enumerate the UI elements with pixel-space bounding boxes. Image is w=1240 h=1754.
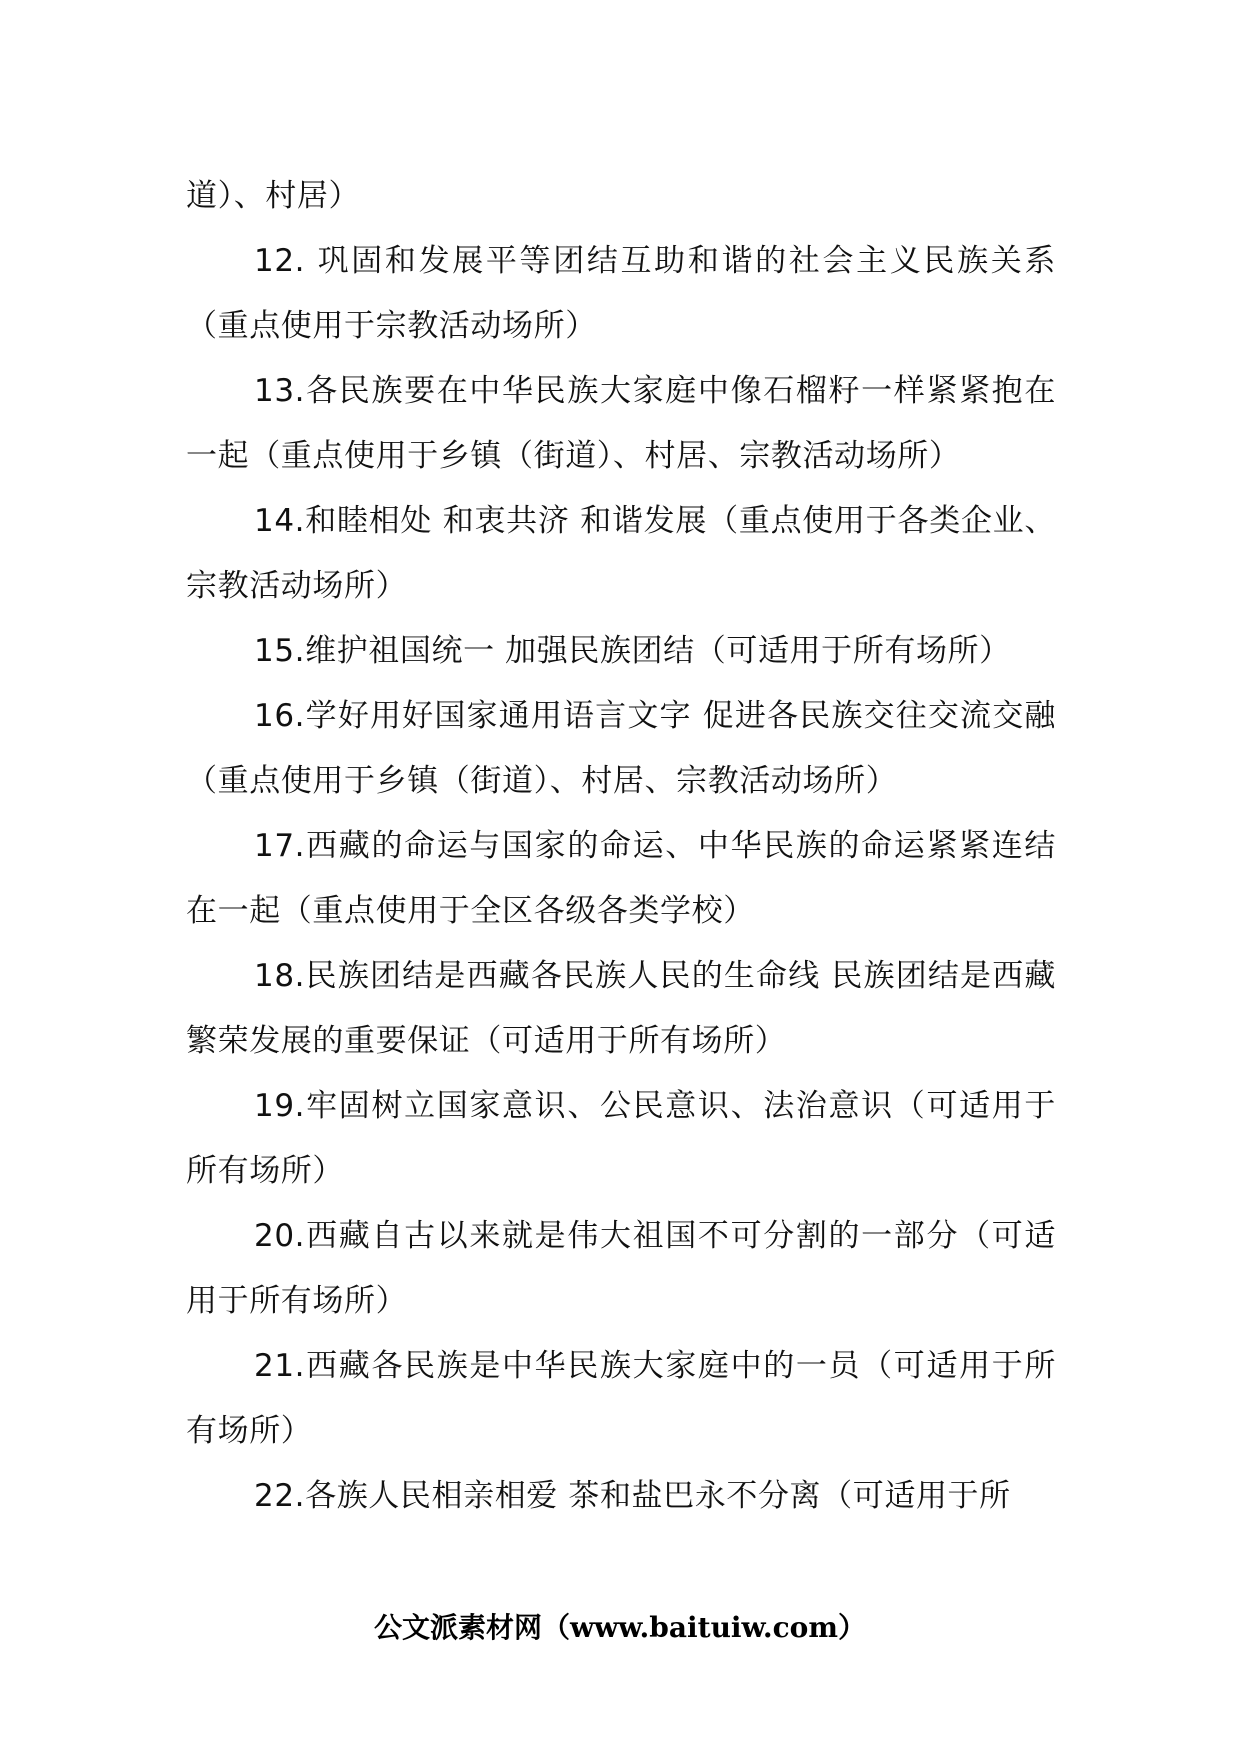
slogan-item-20: 20.西藏自古以来就是伟大祖国不可分割的一部分（可适用于所有场所）	[186, 1218, 1056, 1319]
slogan-item-16: 16.学好用好国家通用语言文字 促进各民族交往交流交融（重点使用于乡镇（街道）、村居、宗教活动场所）	[186, 698, 1056, 799]
slogan-item-13: 13.各民族要在中华民族大家庭中像石榴籽一样紧紧抱在一起（重点使用于乡镇（街道）、村居、宗教活动场所）	[186, 373, 1056, 474]
slogan-item-15: 15.维护祖国统一 加强民族团结（可适用于所有场所）	[254, 633, 1011, 669]
slogan-item-18: 18.民族团结是西藏各民族人民的生命线 民族团结是西藏繁荣发展的重要保证（可适用于所有场所）	[186, 958, 1056, 1059]
document-body	[186, 164, 1056, 1529]
slogan-item-19: 19.牢固树立国家意识、公民意识、法治意识（可适用于所有场所）	[186, 1088, 1056, 1189]
page-footer: 公文派素材网（www.baituiw.com）	[374, 1611, 866, 1644]
slogan-item-17: 17.西藏的命运与国家的命运、中华民族的命运紧紧连结在一起（重点使用于全区各级各类学校）	[186, 828, 1056, 929]
slogan-item-21: 21.西藏各民族是中华民族大家庭中的一员（可适用于所有场所）	[186, 1348, 1056, 1449]
continuation-paragraph: 道）、村居）	[186, 178, 361, 214]
slogan-item-12: 12. 巩固和发展平等团结互助和谐的社会主义民族关系（重点使用于宗教活动场所）	[186, 243, 1056, 344]
slogan-item-22: 22.各族人民相亲相爱 茶和盐巴永不分离（可适用于所	[254, 1478, 1011, 1514]
slogan-item-14: 14.和睦相处 和衷共济 和谐发展（重点使用于各类企业、宗教活动场所）	[186, 503, 1056, 604]
